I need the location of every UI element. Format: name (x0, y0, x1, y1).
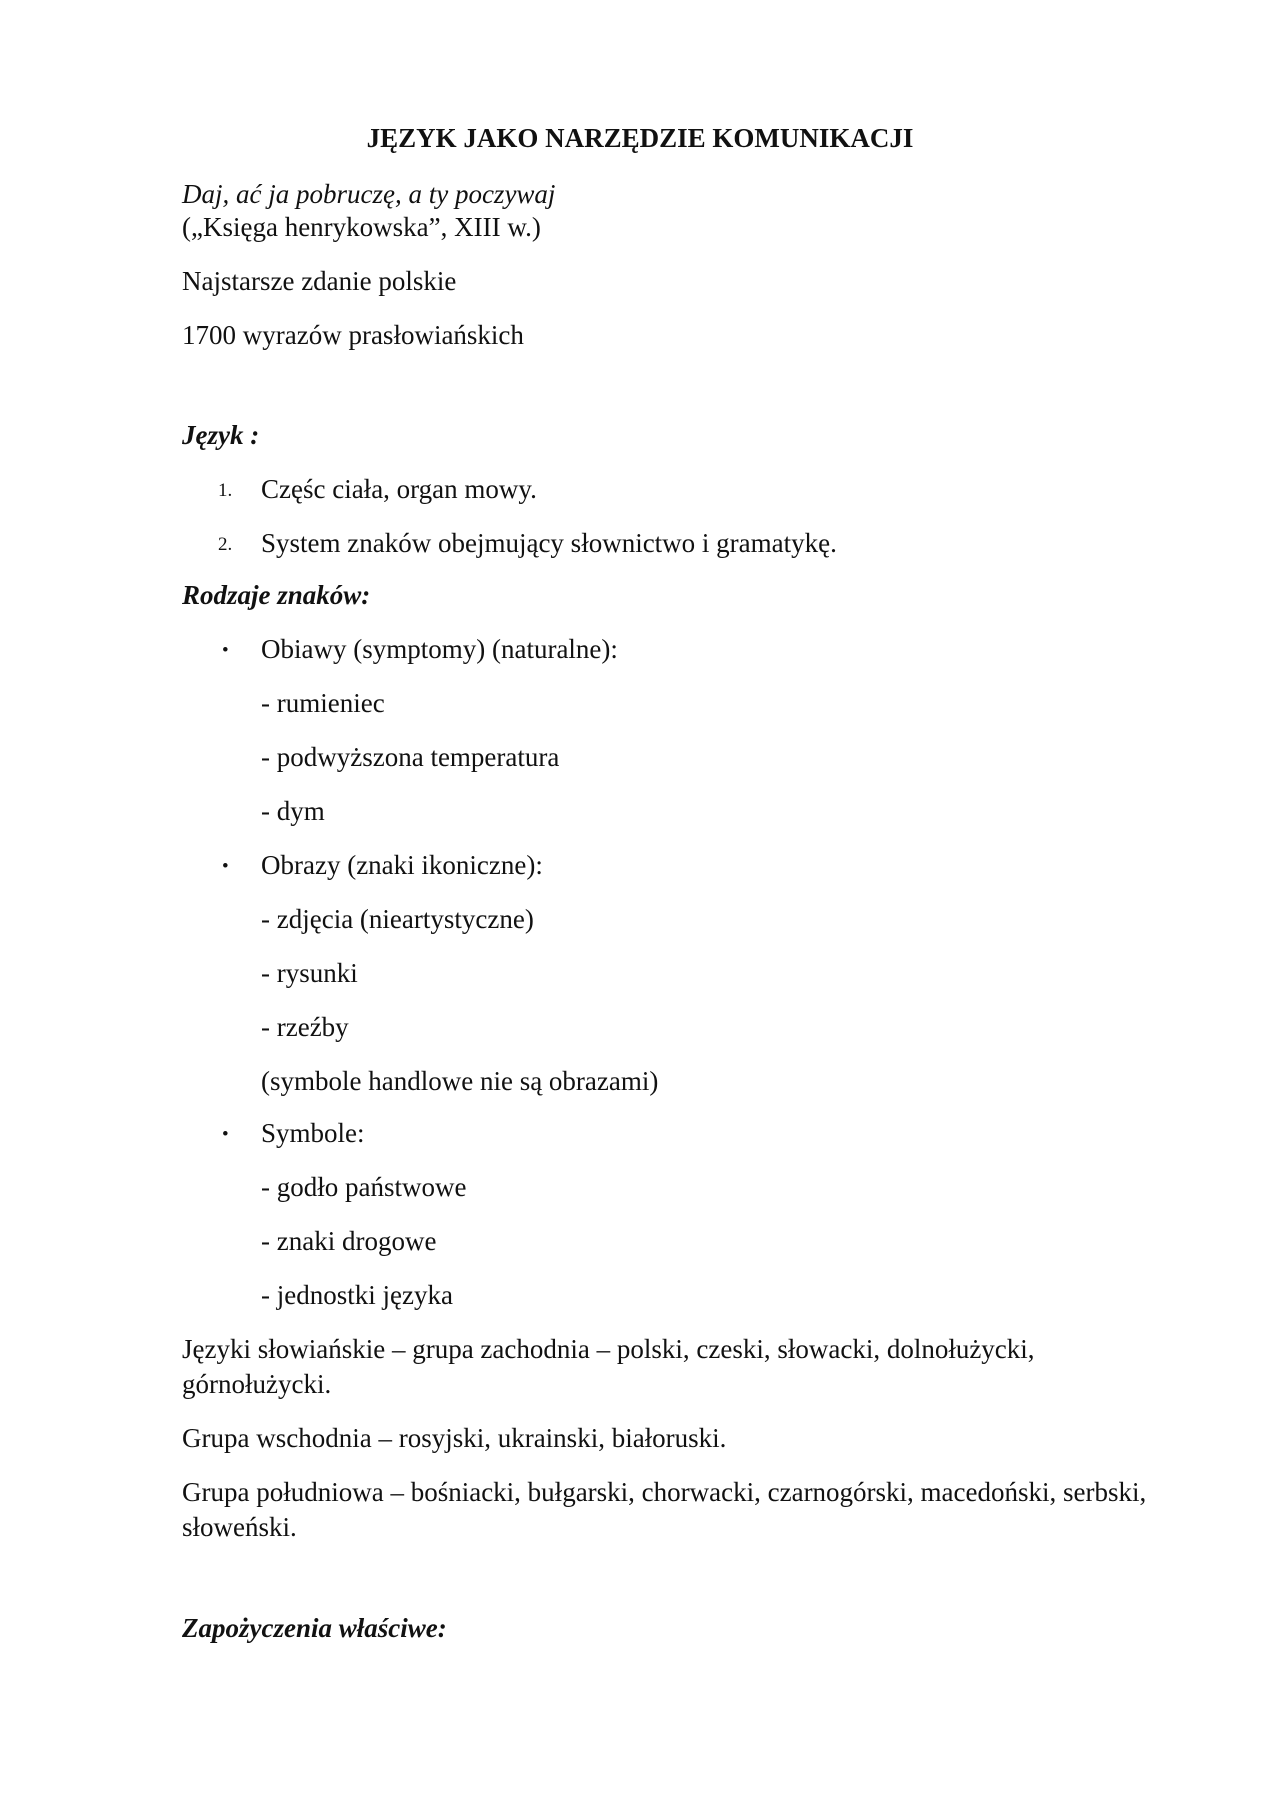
language-group-paragraph: Grupa południowa – bośniacki, bułgarski, chorwacki, czarnogórski, macedoński, serbski, słoweński. (182, 1477, 1147, 1542)
section-heading-zapozyczenia: Zapożyczenia właściwe: (182, 1613, 447, 1643)
sub-item-note: (symbole handlowe nie są obrazami) (261, 1066, 659, 1096)
language-group-paragraph: Grupa wschodnia – rosyjski, ukrainski, białoruski. (182, 1423, 727, 1453)
section-heading-jezyk: Język : (182, 420, 260, 450)
bullet-item-label: Obrazy (znaki ikoniczne): (261, 850, 543, 880)
section-heading-rodzaje: Rodzaje znaków: (182, 580, 371, 610)
language-group-paragraph: Języki słowiańskie – grupa zachodnia – polski, czeski, słowacki, dolnołużycki, górnołużycki. (182, 1334, 1035, 1399)
sub-item: - zdjęcia (nieartystyczne) (261, 904, 534, 934)
bullet-marker: • (222, 856, 229, 877)
bullet-item-label: Symbole: (261, 1118, 365, 1148)
quote-source: („Księga henrykowska”, XIII w.) (182, 212, 541, 242)
numbered-list-marker: 1. (218, 480, 233, 501)
bullet-marker: • (222, 1124, 229, 1145)
sub-item: - podwyższona temperatura (261, 742, 560, 772)
sub-item: - rumieniec (261, 688, 385, 718)
numbered-list-marker: 2. (218, 534, 233, 555)
intro-line: Najstarsze zdanie polskie (182, 266, 457, 296)
intro-line: 1700 wyrazów prasłowiańskich (182, 320, 524, 350)
sub-item: - godło państwowe (261, 1172, 467, 1202)
numbered-list-item: Częśc ciała, organ mowy. (261, 474, 537, 504)
document-title: JĘZYK JAKO NARZĘDZIE KOMUNIKACJI (366, 123, 914, 153)
sub-item: - dym (261, 796, 325, 826)
sub-item: - jednostki języka (261, 1280, 453, 1310)
quote-text: Daj, ać ja pobruczę, a ty poczywaj (182, 179, 556, 209)
sub-item: - znaki drogowe (261, 1226, 437, 1256)
numbered-list-item: System znaków obejmujący słownictwo i gramatykę. (261, 528, 837, 558)
bullet-marker: • (222, 640, 229, 661)
bullet-item-label: Obiawy (symptomy) (naturalne): (261, 634, 618, 664)
sub-item: - rzeźby (261, 1012, 349, 1042)
sub-item: - rysunki (261, 958, 358, 988)
